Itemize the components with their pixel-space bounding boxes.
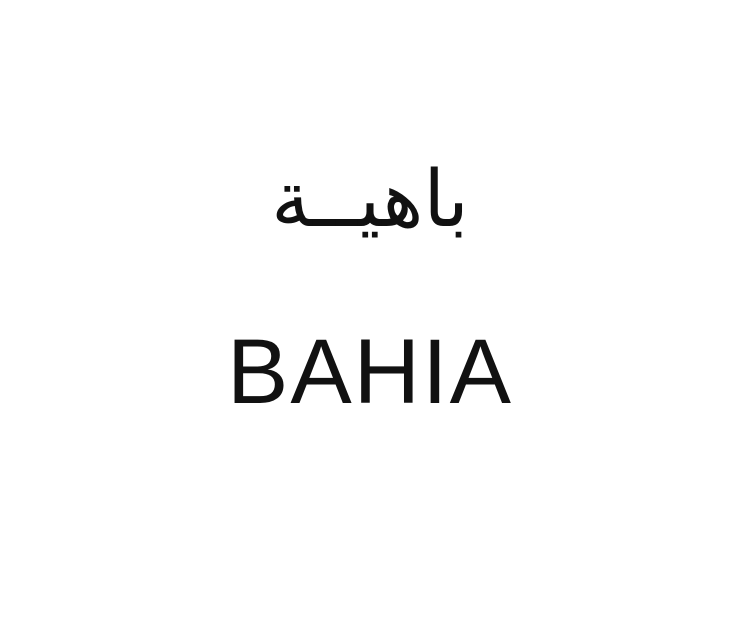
arabic-wordmark: باهيــة — [271, 155, 469, 245]
latin-wordmark: BAHIA — [226, 321, 514, 423]
